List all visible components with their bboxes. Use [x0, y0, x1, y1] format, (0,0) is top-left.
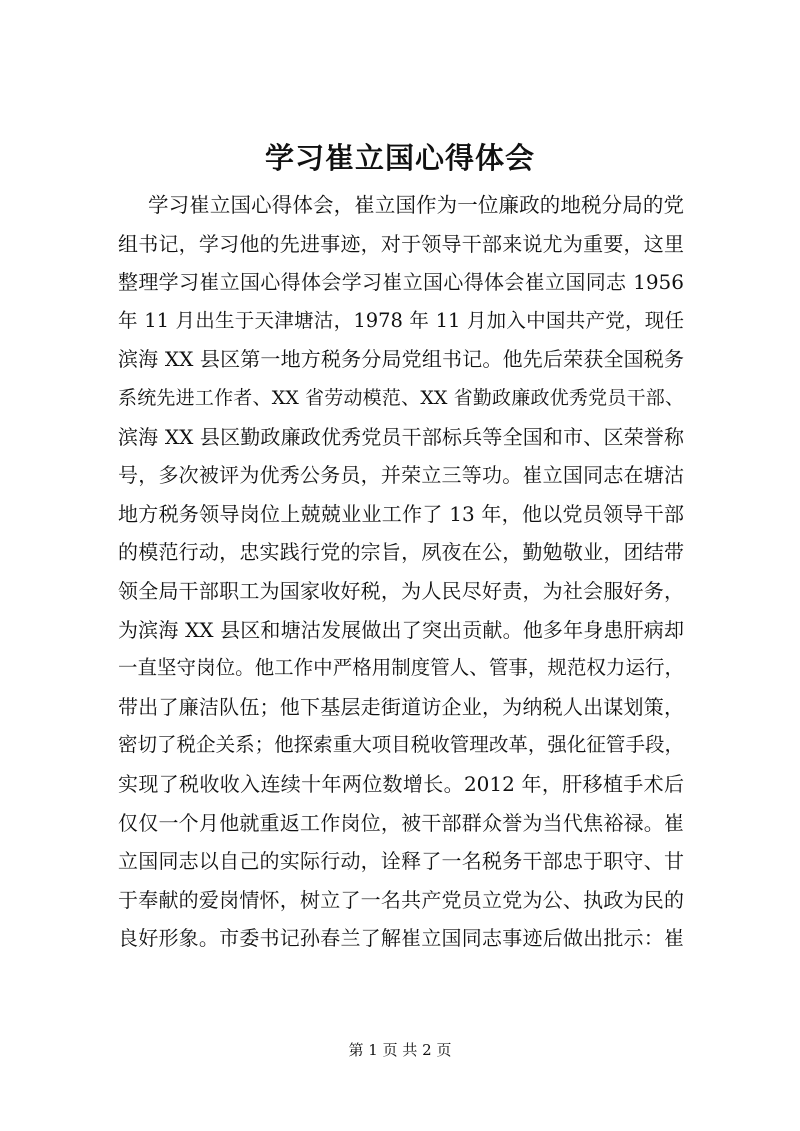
body-line: 滨海 XX 县区勤政廉政优秀党员干部标兵等全国和市、区荣誉称	[118, 424, 684, 449]
body-line: 年 11 月出生于天津塘沽，1978 年 11 月加入中国共产党，现任	[118, 308, 684, 332]
body-line: 密切了税企关系；他探索重大项目税收管理改革，强化征管手段，	[118, 733, 684, 757]
body-line: 为滨海 XX 县区和塘沽发展做出了突出贡献。他多年身患肝病却	[118, 617, 684, 642]
page-number-footer: 第 1 页 共 2 页	[348, 1041, 452, 1059]
body-line: 带出了廉洁队伍；他下基层走街道访企业，为纳税人出谋划策，	[118, 694, 684, 719]
body-line: 系统先进工作者、XX 省劳动模范、XX 省勤政廉政优秀党员干部、	[118, 386, 684, 409]
body-line: 一直坚守岗位。他工作中严格用制度管人、管事，规范权力运行，	[118, 656, 684, 680]
body-line: 立国同志以自己的实际行动，诠释了一名税务干部忠于职守、甘	[118, 849, 684, 874]
body-line: 良好形象。市委书记孙春兰了解崔立国同志事迹后做出批示：崔	[118, 926, 684, 951]
body-line: 仅仅一个月他就重返工作岗位，被干部群众誉为当代焦裕禄。崔	[118, 810, 684, 835]
document-body	[118, 186, 684, 958]
body-line: 号，多次被评为优秀公务员，并荣立三等功。崔立国同志在塘沽	[118, 463, 684, 488]
body-line: 学习崔立国心得体会，崔立国作为一位廉政的地税分局的党	[148, 193, 684, 217]
body-line: 于奉献的爱岗情怀，树立了一名共产党员立党为公、执政为民的	[118, 887, 684, 912]
body-line: 组书记，学习他的先进事迹，对于领导干部来说尤为重要，这里	[118, 231, 684, 256]
body-line: 领全局干部职工为国家收好税，为人民尽好责，为社会服好务，	[118, 578, 684, 603]
body-line: 的模范行动，忠实践行党的宗旨，夙夜在公，勤勉敬业，团结带	[118, 540, 684, 565]
body-line: 地方税务领导岗位上兢兢业业工作了 13 年，他以党员领导干部	[118, 501, 684, 526]
body-line: 滨海 XX 县区第一地方税务分局党组书记。他先后荣获全国税务	[118, 347, 684, 372]
body-line: 整理学习崔立国心得体会学习崔立国心得体会崔立国同志 1956	[118, 270, 684, 295]
document-title: 学习崔立国心得体会	[264, 141, 535, 175]
body-line: 实现了税收收入连续十年两位数增长。2012 年，肝移植手术后	[118, 771, 684, 796]
